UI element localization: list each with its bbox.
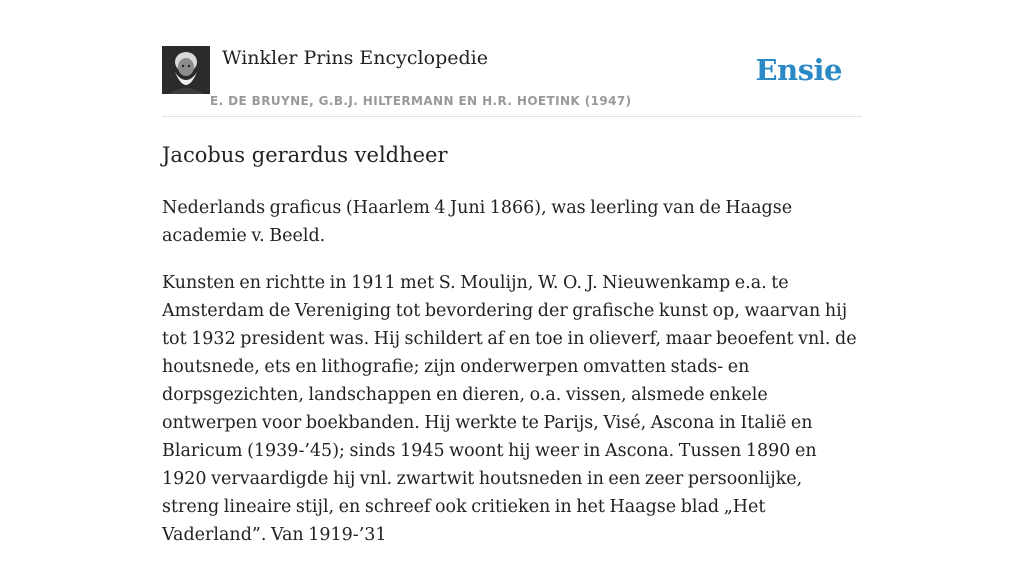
authors-line: E. DE BRUYNE, G.B.J. HILTERMANN EN H.R. HOETINK (1947) (210, 94, 632, 108)
article-paragraph: Kunsten en richtte in 1911 met S. Moulijn, W. O. J. Nieuwenkamp e.a. te Amsterdam de Vereniging tot bevordering der grafische kunst op, waarvan hij tot 1932 president was. Hij schildert af en toe in olieverf, maar beoefent vnl. de houtsnede, ets en lithografie; zijn onderwerpen omvatten stads- en dorpsgezichten, landschappen en dieren, o.a. vissen, alsmede enkele ontwerpen voor boekbanden. Hij werkte te Parijs, Visé, Ascona in Italië en Blaricum (1939-’45); sinds 1945 woont hij weer in Ascona. Tussen 1890 en 1920 vervaardigde hij vnl. zwartwit houtsneden in een zeer persoonlijke, streng lineaire stijl, en schreef ook critieken in het Haagse blad „Het Vaderland”. Van 1919-’31 (162, 273, 857, 545)
site-title[interactable]: Winkler Prins Encyclopedie (222, 47, 488, 69)
article (162, 140, 862, 568)
article-title: Jacobus gerardus veldheer (162, 143, 448, 167)
article-paragraph: Nederlands graficus (Haarlem 4 Juni 1866), was leerling van de Haagse academie v. Beeld. (162, 198, 793, 246)
ensie-logo-link[interactable]: Ensie (755, 53, 842, 87)
site-header (162, 46, 862, 117)
author-portrait-icon[interactable] (162, 46, 210, 94)
